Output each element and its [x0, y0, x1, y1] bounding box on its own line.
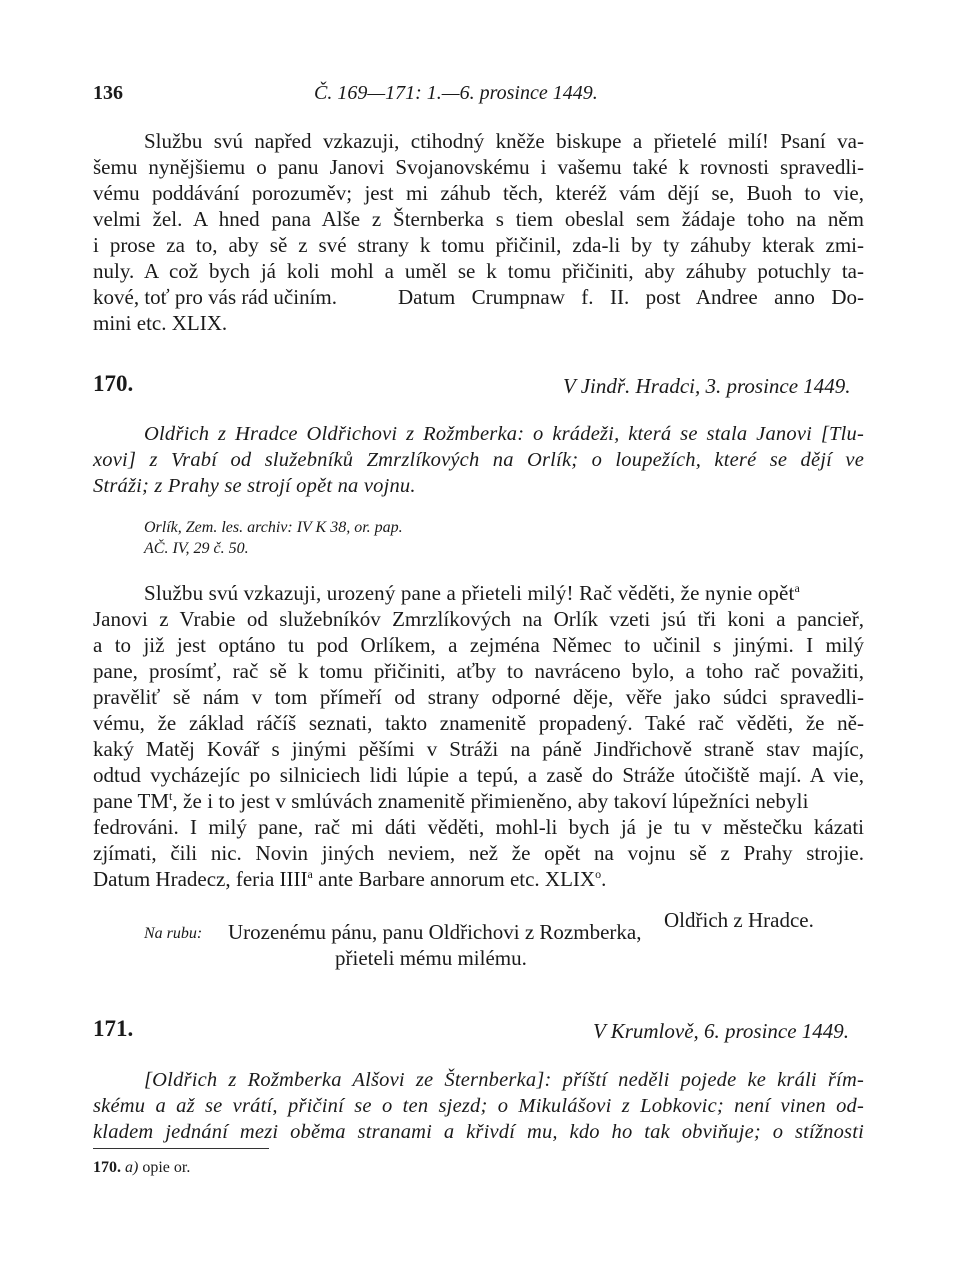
text-line: šemu nynějšiemu o panu Janovi Svojanovskému i vašemu také k rovnosti spravedli- — [93, 155, 864, 179]
regest-line: Oldřich z Hradce Oldřichovi z Rožmberka: o krádeži, která se stala Janovi [Tlu- — [144, 423, 864, 445]
page-number: 136 — [93, 82, 123, 104]
running-title: Č. 169—171: 1.—6. prosince 1449. — [314, 82, 598, 104]
text-line: pane, prosímť, rač sě k tomu přičiniti, aťby to navráceno bylo, a toho rač považiti, — [93, 659, 864, 683]
place-date: V Jindř. Hradci, 3. prosince 1449. — [563, 374, 851, 398]
text-line: a to již jest optáno tu pod Orlíkem, a zejména Němec to učinil s jinými. I milý — [93, 633, 864, 657]
text-line: pravěliť sě nám v tom přímeří od strany odporné děje, věře jako súdci spravedli- — [93, 685, 864, 709]
text-line: vému poddávání porozuměv; jest mi záhub těch, kteréž vám dějí se, Buoh to vie, — [93, 181, 864, 205]
footnote — [93, 1158, 190, 1178]
text-line: velmi žel. A hned pana Alše z Šternberka s tiem obeslal sem žádaje toho na něm — [93, 207, 864, 231]
place-date: V Krumlově, 6. prosince 1449. — [593, 1019, 850, 1043]
datum-line: Datum Hradecz, feria IIII$^a$ ante Barbare annorum etc. XLIX$^o$. — [93, 867, 607, 891]
address-label: Na rubu: — [144, 925, 203, 942]
text-line: mini etc. XLIX. — [93, 311, 228, 335]
text-line: zjímati, čili nic. Novin jiných neviem, než že opět na vojnu sě z Prahy strojie. — [93, 841, 864, 865]
document-number: 171. — [93, 1016, 134, 1041]
regest-line: Stráži; z Prahy se strojí opět na vojnu. — [93, 475, 416, 497]
text-line: kaký Matěj Kovář s jinými pěšími v Stráži na páně Jindřichově straně stav majíc, — [93, 737, 864, 761]
address-line: Urozenému pánu, panu Oldřichovi z Rozmberka, — [228, 920, 642, 944]
regest-line: xovi] z Vrabí od služebníků Zmrzlíkových na Orlík; o loupežích, které se dějí ve — [93, 449, 864, 471]
text-line: vému, že základ ráčíš seznati, takto znamenitě propadený. Také rač věděti, že ně- — [93, 711, 864, 735]
text-line: Službu svú napřed vzkazuji, ctihodný kněže biskupe a přietelé milí! Psaní va- — [144, 129, 864, 153]
footnote-mark: a — [794, 581, 800, 595]
source-line: Orlík, Zem. les. archiv: IV K 38, or. pap. — [144, 519, 403, 536]
address-line: přieteli mému milému. — [335, 946, 527, 970]
footnote-mark: a) — [125, 1159, 139, 1176]
footnote-number: 170. — [93, 1159, 121, 1176]
text-line: kové, toť pro vás rád učiním. — [93, 285, 338, 309]
datum-line: Datum Crumpnaw f. II. post Andree anno Do- — [398, 285, 864, 309]
footnote-text: opie or. — [142, 1159, 191, 1176]
text-line: Janovi z Vrabie od služebníkóv Zmrzlíkových na Orlík vzeti jsú tři koni a pancieř, — [93, 607, 864, 631]
document-number: 170. — [93, 371, 134, 396]
text-line: Službu svú vzkazuji, urozený pane a přieteli milý! Rač věděti, že nynie opět$^a$ — [144, 581, 800, 605]
text-line: i prose za to, aby sě z své strany k tomu přičinil, zda-li by ty záhuby kterak zmi- — [93, 233, 864, 257]
text-line: fedrováni. I milý pane, rač mi dáti věděti, mohl-li bych já je tu v městečku kázati — [93, 815, 864, 839]
regest-line: [Oldřich z Rožmberka Alšovi ze Šternberka]: příští neděli pojede ke králi řím- — [144, 1069, 864, 1091]
text-line: pane $TM^t$, že i to jest v smlúvách znamenitě přimieněno, aby takoví lúpežníci nebyli — [93, 789, 809, 813]
signature: Oldřich z Hradce. — [664, 908, 814, 932]
regest-line: skému a až se vrátí, přičiní se o ten sjezd; o Mikulášovi z Lobkovic; není vinen od- — [93, 1095, 864, 1117]
regest-line: kladem jednání mezi oběma stranami a křivdí mu, kdo ho tak obviňuje; o stížnosti — [93, 1121, 864, 1143]
text-line: odtud vycházejíc po silniciech lidi lúpie a tepú, a zasě do Stráže útočiště mají. A vie, — [93, 763, 864, 787]
source-line: AČ. IV, 29 č. 50. — [144, 540, 249, 557]
footnote-rule — [93, 1148, 269, 1149]
text-line: nuly. A což bych já koli mohl a uměl se k tomu přičiniti, aby záhuby potuchly ta- — [93, 259, 864, 283]
